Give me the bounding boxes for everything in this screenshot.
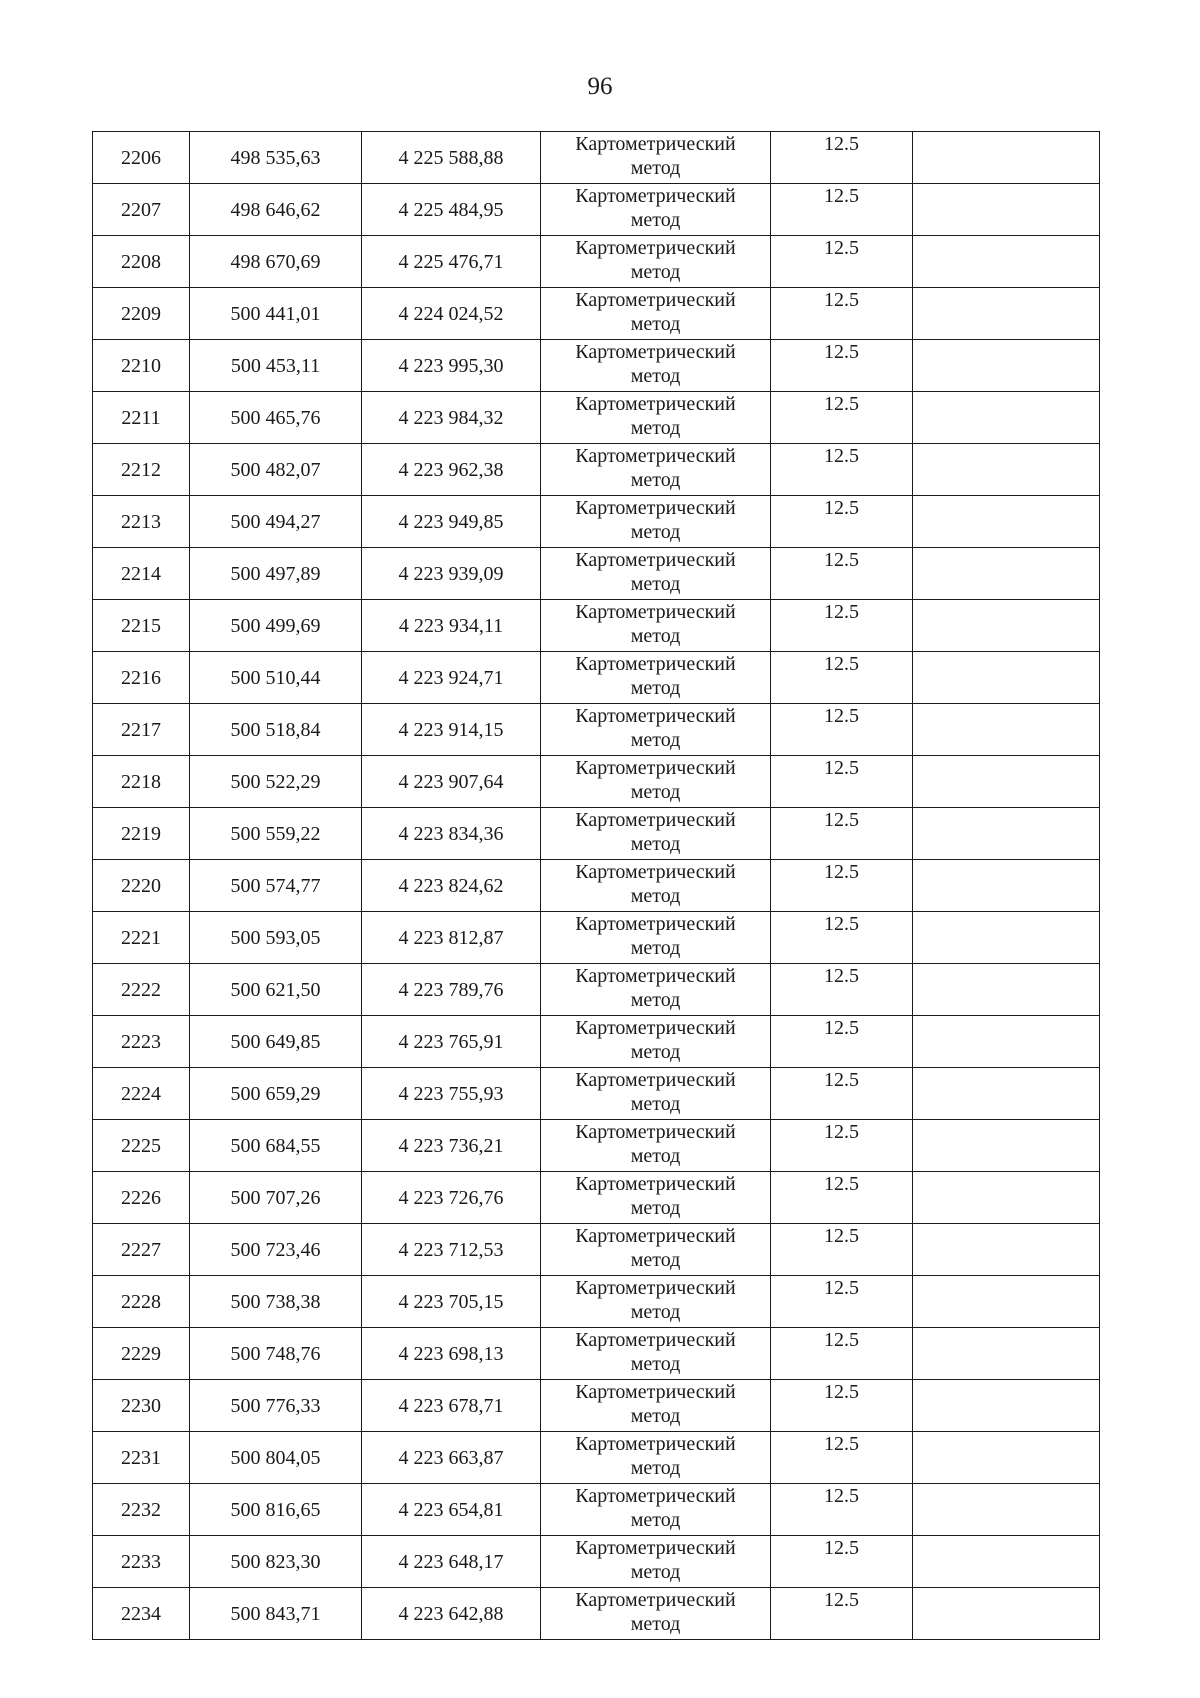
method-text-line2: метод xyxy=(630,1145,681,1167)
point-number-cell: 2216 xyxy=(93,652,190,704)
method-text-line2: метод xyxy=(630,1249,681,1271)
y-coordinate-cell: 4 224 024,52 xyxy=(362,288,541,340)
table-row xyxy=(93,236,1100,288)
point-number-cell: 2225 xyxy=(93,1120,190,1172)
method-text-line2: метод xyxy=(630,833,681,855)
table-row xyxy=(93,1016,1100,1068)
y-coordinate-cell: 4 223 678,71 xyxy=(362,1380,541,1432)
note-cell xyxy=(913,1380,1100,1432)
note-cell xyxy=(913,808,1100,860)
point-number-cell: 2222 xyxy=(93,964,190,1016)
x-coordinate-cell: 498 535,63 xyxy=(190,132,362,184)
method-text-line1: Картометрический xyxy=(575,861,736,883)
accuracy-cell: 12.5 xyxy=(771,1588,913,1640)
accuracy-cell: 12.5 xyxy=(771,704,913,756)
coordinates-table xyxy=(92,131,1100,1640)
method-text-line1: Картометрический xyxy=(575,1485,736,1507)
point-number-cell: 2214 xyxy=(93,548,190,600)
accuracy-cell: 12.5 xyxy=(771,600,913,652)
accuracy-cell: 12.5 xyxy=(771,1016,913,1068)
accuracy-cell: 12.5 xyxy=(771,1276,913,1328)
table-row xyxy=(93,392,1100,444)
method-text-line2: метод xyxy=(630,1301,681,1323)
point-number-cell: 2210 xyxy=(93,340,190,392)
table-row xyxy=(93,964,1100,1016)
note-cell xyxy=(913,288,1100,340)
table-row xyxy=(93,912,1100,964)
method-text-line1: Картометрический xyxy=(575,965,736,987)
x-coordinate-cell: 500 453,11 xyxy=(190,340,362,392)
accuracy-cell: 12.5 xyxy=(771,1068,913,1120)
note-cell xyxy=(913,1276,1100,1328)
method-text-line2: метод xyxy=(630,937,681,959)
method-text-line1: Картометрический xyxy=(575,237,736,259)
method-text-line1: Картометрический xyxy=(575,601,736,623)
note-cell xyxy=(913,236,1100,288)
x-coordinate-cell: 500 574,77 xyxy=(190,860,362,912)
method-text-line2: метод xyxy=(630,989,681,1011)
x-coordinate-cell: 500 823,30 xyxy=(190,1536,362,1588)
y-coordinate-cell: 4 223 705,15 xyxy=(362,1276,541,1328)
method-cell xyxy=(541,1484,771,1536)
y-coordinate-cell: 4 223 949,85 xyxy=(362,496,541,548)
note-cell xyxy=(913,600,1100,652)
y-coordinate-cell: 4 223 765,91 xyxy=(362,1016,541,1068)
point-number-cell: 2212 xyxy=(93,444,190,496)
point-number-cell: 2221 xyxy=(93,912,190,964)
point-number-cell: 2228 xyxy=(93,1276,190,1328)
method-cell xyxy=(541,1172,771,1224)
method-text-line2: метод xyxy=(630,1041,681,1063)
note-cell xyxy=(913,1432,1100,1484)
method-cell xyxy=(541,340,771,392)
method-cell xyxy=(541,756,771,808)
table-row xyxy=(93,652,1100,704)
method-text-line1: Картометрический xyxy=(575,1381,736,1403)
note-cell xyxy=(913,184,1100,236)
accuracy-cell: 12.5 xyxy=(771,392,913,444)
y-coordinate-cell: 4 223 824,62 xyxy=(362,860,541,912)
method-text-line2: метод xyxy=(630,729,681,751)
x-coordinate-cell: 500 804,05 xyxy=(190,1432,362,1484)
point-number-cell: 2229 xyxy=(93,1328,190,1380)
accuracy-cell: 12.5 xyxy=(771,808,913,860)
point-number-cell: 2231 xyxy=(93,1432,190,1484)
table-row xyxy=(93,1484,1100,1536)
accuracy-cell: 12.5 xyxy=(771,132,913,184)
accuracy-cell: 12.5 xyxy=(771,1484,913,1536)
method-text-line2: метод xyxy=(630,1457,681,1479)
x-coordinate-cell: 500 659,29 xyxy=(190,1068,362,1120)
note-cell xyxy=(913,1172,1100,1224)
accuracy-cell: 12.5 xyxy=(771,1380,913,1432)
x-coordinate-cell: 500 738,38 xyxy=(190,1276,362,1328)
table-row xyxy=(93,1588,1100,1640)
x-coordinate-cell: 500 465,76 xyxy=(190,392,362,444)
note-cell xyxy=(913,1016,1100,1068)
y-coordinate-cell: 4 223 812,87 xyxy=(362,912,541,964)
accuracy-cell: 12.5 xyxy=(771,1120,913,1172)
note-cell xyxy=(913,1536,1100,1588)
method-text-line1: Картометрический xyxy=(575,549,736,571)
method-text-line1: Картометрический xyxy=(575,757,736,779)
point-number-cell: 2211 xyxy=(93,392,190,444)
point-number-cell: 2230 xyxy=(93,1380,190,1432)
method-text-line1: Картометрический xyxy=(575,1225,736,1247)
accuracy-cell: 12.5 xyxy=(771,1224,913,1276)
note-cell xyxy=(913,1224,1100,1276)
note-cell xyxy=(913,652,1100,704)
table-row xyxy=(93,1432,1100,1484)
y-coordinate-cell: 4 223 755,93 xyxy=(362,1068,541,1120)
method-cell xyxy=(541,704,771,756)
y-coordinate-cell: 4 223 663,87 xyxy=(362,1432,541,1484)
note-cell xyxy=(913,1588,1100,1640)
method-text-line2: метод xyxy=(630,781,681,803)
method-text-line1: Картометрический xyxy=(575,1121,736,1143)
accuracy-cell: 12.5 xyxy=(771,236,913,288)
x-coordinate-cell: 500 776,33 xyxy=(190,1380,362,1432)
accuracy-cell: 12.5 xyxy=(771,964,913,1016)
table-row xyxy=(93,496,1100,548)
method-text-line2: метод xyxy=(630,885,681,907)
table-row xyxy=(93,444,1100,496)
method-text-line2: метод xyxy=(630,1093,681,1115)
method-cell xyxy=(541,496,771,548)
method-cell xyxy=(541,860,771,912)
table-row xyxy=(93,340,1100,392)
accuracy-cell: 12.5 xyxy=(771,184,913,236)
method-text-line2: метод xyxy=(630,365,681,387)
method-cell xyxy=(541,548,771,600)
method-cell xyxy=(541,652,771,704)
note-cell xyxy=(913,860,1100,912)
method-cell xyxy=(541,964,771,1016)
x-coordinate-cell: 500 723,46 xyxy=(190,1224,362,1276)
table-row xyxy=(93,132,1100,184)
method-cell xyxy=(541,132,771,184)
method-text-line2: метод xyxy=(630,209,681,231)
note-cell xyxy=(913,132,1100,184)
point-number-cell: 2233 xyxy=(93,1536,190,1588)
method-text-line1: Картометрический xyxy=(575,1017,736,1039)
note-cell xyxy=(913,964,1100,1016)
method-text-line1: Картометрический xyxy=(575,185,736,207)
method-cell xyxy=(541,600,771,652)
method-cell xyxy=(541,1276,771,1328)
method-text-line1: Картометрический xyxy=(575,497,736,519)
point-number-cell: 2223 xyxy=(93,1016,190,1068)
accuracy-cell: 12.5 xyxy=(771,288,913,340)
point-number-cell: 2208 xyxy=(93,236,190,288)
point-number-cell: 2218 xyxy=(93,756,190,808)
y-coordinate-cell: 4 223 648,17 xyxy=(362,1536,541,1588)
table-row xyxy=(93,184,1100,236)
method-text-line1: Картометрический xyxy=(575,653,736,675)
y-coordinate-cell: 4 223 654,81 xyxy=(362,1484,541,1536)
method-text-line1: Картометрический xyxy=(575,1329,736,1351)
accuracy-cell: 12.5 xyxy=(771,912,913,964)
method-cell xyxy=(541,1432,771,1484)
method-cell xyxy=(541,1016,771,1068)
point-number-cell: 2217 xyxy=(93,704,190,756)
method-cell xyxy=(541,808,771,860)
x-coordinate-cell: 498 670,69 xyxy=(190,236,362,288)
x-coordinate-cell: 500 684,55 xyxy=(190,1120,362,1172)
method-cell xyxy=(541,236,771,288)
method-text-line2: метод xyxy=(630,1197,681,1219)
method-text-line1: Картометрический xyxy=(575,133,736,155)
table-row xyxy=(93,1276,1100,1328)
accuracy-cell: 12.5 xyxy=(771,1432,913,1484)
x-coordinate-cell: 500 843,71 xyxy=(190,1588,362,1640)
method-text-line2: метод xyxy=(630,521,681,543)
point-number-cell: 2232 xyxy=(93,1484,190,1536)
method-text-line2: метод xyxy=(630,157,681,179)
y-coordinate-cell: 4 223 962,38 xyxy=(362,444,541,496)
method-cell xyxy=(541,392,771,444)
table-row xyxy=(93,1536,1100,1588)
method-cell xyxy=(541,912,771,964)
accuracy-cell: 12.5 xyxy=(771,1328,913,1380)
x-coordinate-cell: 498 646,62 xyxy=(190,184,362,236)
method-text-line1: Картометрический xyxy=(575,1589,736,1611)
table-row xyxy=(93,288,1100,340)
note-cell xyxy=(913,548,1100,600)
point-number-cell: 2215 xyxy=(93,600,190,652)
method-text-line2: метод xyxy=(630,417,681,439)
note-cell xyxy=(913,496,1100,548)
point-number-cell: 2226 xyxy=(93,1172,190,1224)
method-text-line2: метод xyxy=(630,625,681,647)
y-coordinate-cell: 4 223 834,36 xyxy=(362,808,541,860)
x-coordinate-cell: 500 593,05 xyxy=(190,912,362,964)
y-coordinate-cell: 4 223 907,64 xyxy=(362,756,541,808)
y-coordinate-cell: 4 223 924,71 xyxy=(362,652,541,704)
method-text-line2: метод xyxy=(630,573,681,595)
y-coordinate-cell: 4 223 934,11 xyxy=(362,600,541,652)
point-number-cell: 2219 xyxy=(93,808,190,860)
x-coordinate-cell: 500 621,50 xyxy=(190,964,362,1016)
method-text-line1: Картометрический xyxy=(575,1537,736,1559)
note-cell xyxy=(913,912,1100,964)
table-row xyxy=(93,1172,1100,1224)
x-coordinate-cell: 500 559,22 xyxy=(190,808,362,860)
x-coordinate-cell: 500 482,07 xyxy=(190,444,362,496)
method-text-line1: Картометрический xyxy=(575,1173,736,1195)
accuracy-cell: 12.5 xyxy=(771,340,913,392)
x-coordinate-cell: 500 649,85 xyxy=(190,1016,362,1068)
note-cell xyxy=(913,756,1100,808)
point-number-cell: 2206 xyxy=(93,132,190,184)
accuracy-cell: 12.5 xyxy=(771,444,913,496)
method-text-line2: метод xyxy=(630,1561,681,1583)
coordinates-table-body xyxy=(93,132,1100,1640)
y-coordinate-cell: 4 223 736,21 xyxy=(362,1120,541,1172)
note-cell xyxy=(913,1328,1100,1380)
table-row xyxy=(93,756,1100,808)
x-coordinate-cell: 500 494,27 xyxy=(190,496,362,548)
y-coordinate-cell: 4 223 712,53 xyxy=(362,1224,541,1276)
y-coordinate-cell: 4 223 914,15 xyxy=(362,704,541,756)
method-cell xyxy=(541,1536,771,1588)
point-number-cell: 2213 xyxy=(93,496,190,548)
method-text-line2: метод xyxy=(630,677,681,699)
method-cell xyxy=(541,1068,771,1120)
method-text-line1: Картометрический xyxy=(575,705,736,727)
table-row xyxy=(93,548,1100,600)
page-number: 96 xyxy=(587,73,613,100)
table-row xyxy=(93,600,1100,652)
method-text-line2: метод xyxy=(630,313,681,335)
method-cell xyxy=(541,1120,771,1172)
method-text-line1: Картометрический xyxy=(575,809,736,831)
method-text-line1: Картометрический xyxy=(575,393,736,415)
accuracy-cell: 12.5 xyxy=(771,1172,913,1224)
method-text-line2: метод xyxy=(630,1353,681,1375)
accuracy-cell: 12.5 xyxy=(771,548,913,600)
method-cell xyxy=(541,444,771,496)
note-cell xyxy=(913,1120,1100,1172)
table-row xyxy=(93,808,1100,860)
note-cell xyxy=(913,444,1100,496)
method-text-line2: метод xyxy=(630,469,681,491)
table-row xyxy=(93,860,1100,912)
method-text-line1: Картометрический xyxy=(575,341,736,363)
method-cell xyxy=(541,288,771,340)
point-number-cell: 2234 xyxy=(93,1588,190,1640)
method-cell xyxy=(541,184,771,236)
x-coordinate-cell: 500 748,76 xyxy=(190,1328,362,1380)
method-text-line1: Картометрический xyxy=(575,1277,736,1299)
point-number-cell: 2209 xyxy=(93,288,190,340)
table-row xyxy=(93,1068,1100,1120)
accuracy-cell: 12.5 xyxy=(771,756,913,808)
point-number-cell: 2220 xyxy=(93,860,190,912)
note-cell xyxy=(913,1484,1100,1536)
method-cell xyxy=(541,1380,771,1432)
method-text-line1: Картометрический xyxy=(575,913,736,935)
accuracy-cell: 12.5 xyxy=(771,496,913,548)
y-coordinate-cell: 4 223 642,88 xyxy=(362,1588,541,1640)
table-row xyxy=(93,1328,1100,1380)
y-coordinate-cell: 4 223 995,30 xyxy=(362,340,541,392)
method-text-line2: метод xyxy=(630,1509,681,1531)
method-text-line2: метод xyxy=(630,261,681,283)
method-cell xyxy=(541,1588,771,1640)
note-cell xyxy=(913,340,1100,392)
method-text-line1: Картометрический xyxy=(575,1069,736,1091)
method-text-line1: Картометрический xyxy=(575,1433,736,1455)
table-row xyxy=(93,1120,1100,1172)
y-coordinate-cell: 4 223 984,32 xyxy=(362,392,541,444)
method-text-line1: Картометрический xyxy=(575,289,736,311)
method-cell xyxy=(541,1328,771,1380)
accuracy-cell: 12.5 xyxy=(771,652,913,704)
method-text-line2: метод xyxy=(630,1613,681,1635)
y-coordinate-cell: 4 223 789,76 xyxy=(362,964,541,1016)
x-coordinate-cell: 500 518,84 xyxy=(190,704,362,756)
table-row xyxy=(93,1380,1100,1432)
table-row xyxy=(93,1224,1100,1276)
accuracy-cell: 12.5 xyxy=(771,860,913,912)
x-coordinate-cell: 500 522,29 xyxy=(190,756,362,808)
y-coordinate-cell: 4 225 476,71 xyxy=(362,236,541,288)
x-coordinate-cell: 500 441,01 xyxy=(190,288,362,340)
x-coordinate-cell: 500 497,89 xyxy=(190,548,362,600)
y-coordinate-cell: 4 225 484,95 xyxy=(362,184,541,236)
table-row xyxy=(93,704,1100,756)
note-cell xyxy=(913,392,1100,444)
y-coordinate-cell: 4 223 698,13 xyxy=(362,1328,541,1380)
point-number-cell: 2224 xyxy=(93,1068,190,1120)
point-number-cell: 2227 xyxy=(93,1224,190,1276)
note-cell xyxy=(913,704,1100,756)
y-coordinate-cell: 4 223 939,09 xyxy=(362,548,541,600)
accuracy-cell: 12.5 xyxy=(771,1536,913,1588)
y-coordinate-cell: 4 223 726,76 xyxy=(362,1172,541,1224)
x-coordinate-cell: 500 816,65 xyxy=(190,1484,362,1536)
method-text-line2: метод xyxy=(630,1405,681,1427)
note-cell xyxy=(913,1068,1100,1120)
method-cell xyxy=(541,1224,771,1276)
x-coordinate-cell: 500 707,26 xyxy=(190,1172,362,1224)
point-number-cell: 2207 xyxy=(93,184,190,236)
y-coordinate-cell: 4 225 588,88 xyxy=(362,132,541,184)
x-coordinate-cell: 500 499,69 xyxy=(190,600,362,652)
x-coordinate-cell: 500 510,44 xyxy=(190,652,362,704)
method-text-line1: Картометрический xyxy=(575,445,736,467)
